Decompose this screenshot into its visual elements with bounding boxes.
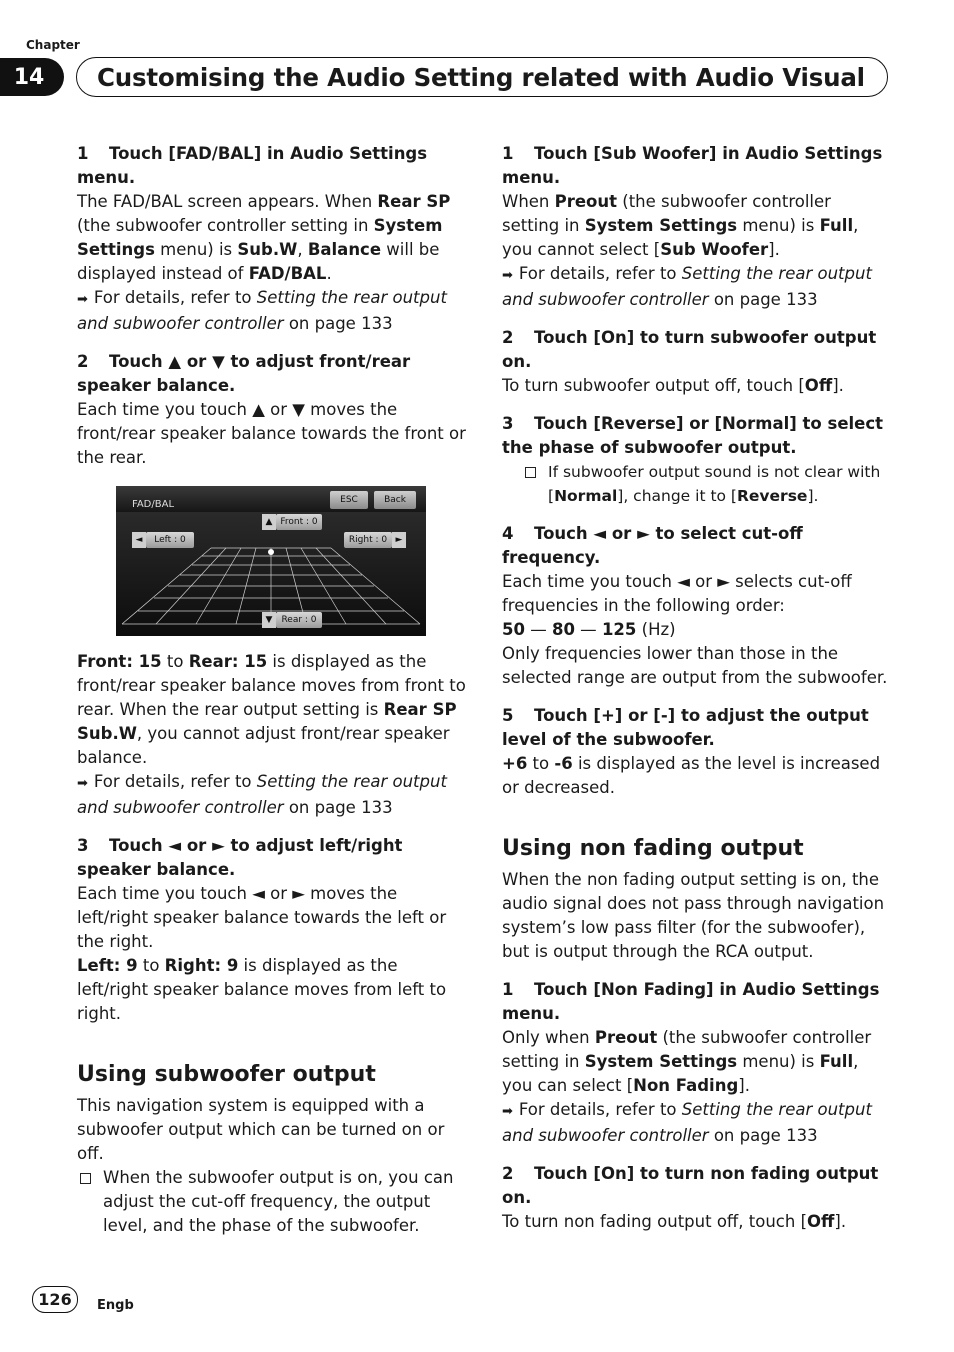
right-value: Right : 0 [344,532,392,548]
back-button: Back [374,491,416,509]
up-arrow-icon: ▲ [262,514,276,530]
cross-reference: ➡ For details, refer to Setting the rear output and subwoofer controller on page 133 [77,286,467,336]
left-arrow-icon: ◄ [132,532,146,548]
step-heading: 5 Touch [+] or [-] to adjust the output level of the subwoofer. [502,706,869,749]
paragraph: Only when Preout (the subwoofer controller setting in System Settings menu) is Full, you can select [Non Fading]. [502,1028,872,1095]
paragraph: Each time you touch ◄ or ► moves the left/right speaker balance towards the left or the right. [77,884,447,951]
paragraph: Each time you touch ◄ or ► selects cut-off frequencies in the following order: [502,572,852,615]
paragraph: Only frequencies lower than those in the selected range are output from the subwoofer. [502,644,888,687]
paragraph: When Preout (the subwoofer controller setting in System Settings menu) is Full, you cannot select [Sub Woofer]. [502,192,859,259]
step-heading: 2 Touch [On] to turn subwoofer output on. [502,328,877,371]
down-arrow-icon: ▼ [262,612,276,628]
rear-value: Rear : 0 [276,612,322,628]
paragraph: Each time you touch ▲ or ▼ moves the front/rear speaker balance towards the front or the rear. [77,400,466,467]
paragraph: When the non fading output setting is on, the audio signal does not pass through navigation system’s low pass filter (for the subwoofer), but is output through the RCA output. [502,870,885,961]
paragraph: The FAD/BAL screen appears. When Rear SP (the subwoofer controller setting in System Settings menu) is Sub.W, Balance will be displayed instead of FAD/BAL. [77,192,451,283]
left-value: Left : 0 [146,532,194,548]
step-heading: 2 Touch [On] to turn non fading output on. [502,1164,879,1207]
note-item: When the subwoofer output is on, you can adjust the cut-off frequency, the output level, and the phase of the subwoofer. [77,1166,467,1238]
note-item: If subwoofer output sound is not clear with [Normal], change it to [Reverse]. [522,460,892,508]
step-heading: 2 Touch ▲ or ▼ to adjust front/rear speaker balance. [77,352,411,395]
page-number: 126 [32,1286,78,1313]
step-heading: 1 Touch [FAD/BAL] in Audio Settings menu. [77,144,428,187]
step-heading: 1 Touch [Sub Woofer] in Audio Settings menu. [502,144,883,187]
language-code: Engb [97,1298,134,1313]
step-heading: 1 Touch [Non Fading] in Audio Settings menu. [502,980,880,1023]
right-column [502,142,892,1234]
cross-reference: ➡ For details, refer to Setting the rear output and subwoofer controller on page 133 [502,262,892,312]
right-arrow-icon: ► [392,532,406,548]
chapter-number: 14 [0,58,64,96]
step-heading: 4 Touch ◄ or ► to select cut-off frequency. [502,524,803,567]
chapter-title: Customising the Audio Setting related with Audio Visual [76,57,888,97]
paragraph: Front: 15 to Rear: 15 is displayed as the front/rear speaker balance moves from front to rear. When the rear output setting is Rear SP Sub.W, you cannot adjust front/rear speaker balance. [77,652,466,767]
frequency-list: 50 — 80 — 125 (Hz) [502,620,676,639]
paragraph: To turn non fading output off, touch [Off]. [502,1212,847,1231]
esc-button: ESC [330,491,368,509]
front-value: Front : 0 [276,514,322,530]
section-heading: Using non fading output [502,836,804,861]
cross-reference: ➡ For details, refer to Setting the rear output and subwoofer controller on page 133 [502,1098,892,1148]
paragraph: Left: 9 to Right: 9 is displayed as the left/right speaker balance moves from left to right. [77,956,447,1023]
step-heading: 3 Touch [Reverse] or [Normal] to select the phase of subwoofer output. [502,414,884,457]
chapter-label: Chapter [26,38,80,52]
paragraph: +6 to -6 is displayed as the level is increased or decreased. [502,754,881,797]
paragraph: This navigation system is equipped with a subwoofer output which can be turned on or off. [77,1096,445,1163]
section-heading: Using subwoofer output [77,1062,376,1087]
fad-bal-screen-image [116,486,426,636]
step-heading: 3 Touch ◄ or ► to adjust left/right speaker balance. [77,836,403,879]
paragraph: To turn subwoofer output off, touch [Off]. [502,376,844,395]
screen-title: FAD/BAL [132,499,175,510]
left-column [77,142,467,1238]
cross-reference: ➡ For details, refer to Setting the rear output and subwoofer controller on page 133 [77,770,467,820]
